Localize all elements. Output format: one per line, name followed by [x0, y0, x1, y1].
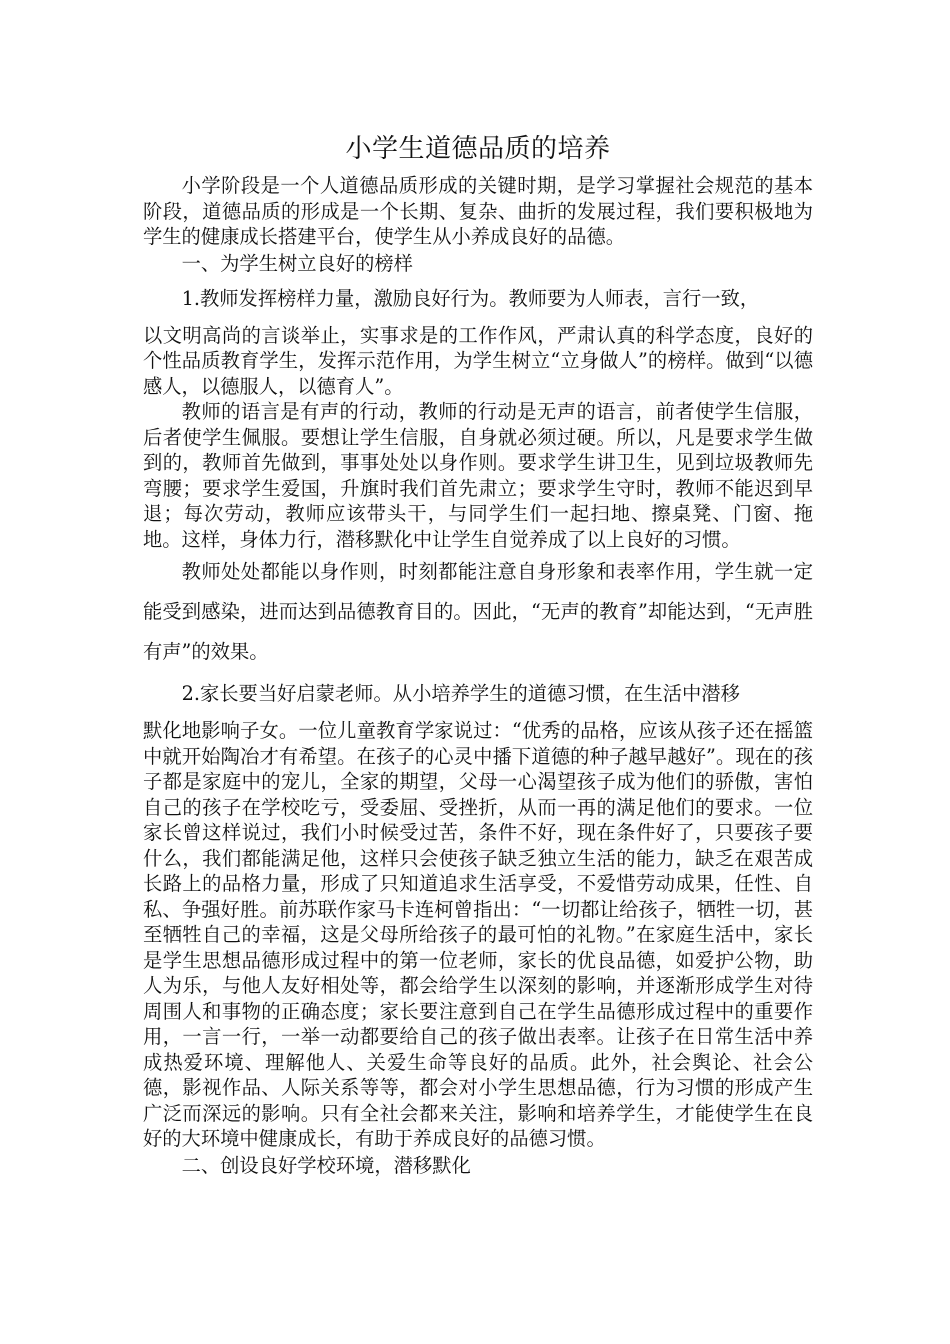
teacher-language-paragraph: 教师的语言是有声的行动，教师的行动是无声的语言，前者使学生信服，后者使学生佩服。要想让学生信服，自身就必须过硬。所以，凡是要求学生做到的，教师首先做到，事事处处以身作则。要求学生讲卫生，见到垃圾教师先弯腰；要求学生爱国，升旗时我们首先肃立；要求学生守时，教师不能迟到早退；每次劳动，教师应该带头干，与同学生们一起扫地、擦桌凳、门窗、拖地。这样，身体力行，潜移默化中让学生自觉养成了以上良好的习惯。: [143, 400, 813, 551]
point-2-lead: 2.家长要当好启蒙老师。从小培养学生的道德习惯，在生活中潜移: [181, 682, 740, 705]
document-page: [143, 128, 813, 1179]
section-heading-2: 二、创设良好学校环境，潜移默化: [181, 1153, 471, 1177]
section-heading-1: 一、为学生树立良好的榜样: [181, 251, 413, 275]
point-1-body: 以文明高尚的言谈举止，实事求是的工作作风，严肃认真的科学态度，良好的个性品质教育学生，发挥示范作用，为学生树立“立身做人”的榜样。做到“以德感人，以德服人，以德育人”。: [143, 323, 813, 398]
point-1-lead: 1.教师发挥榜样力量，激励良好行为。教师要为人师表，言行一致，: [181, 286, 760, 310]
document-title: 小学生道德品质的培养: [345, 134, 611, 164]
teacher-example-paragraph: 教师处处都能以身作则，时刻都能注意自身形象和表率作用，学生就一定能受到感染，进而达到品德教育目的。因此，“无声的教育”却能达到，“无声胜有声”的效果。: [143, 560, 813, 663]
intro-paragraph: 小学阶段是一个人道德品质形成的关键时期，是学习掌握社会规范的基本阶段，道德品质的形成是一个长期、复杂、曲折的发展过程，我们要积极地为学生的健康成长搭建平台，使学生从小养成良好的品德。: [143, 174, 813, 248]
point-2-body: 默化地影响子女。一位儿童教育学家说过：“优秀的品格，应该从孩子还在摇篮中就开始陶冶才有希望。在孩子的心灵中播下道德的种子越早越好”。现在的孩子都是家庭中的宠儿，全家的期望，父母一心渴望孩子成为他们的骄傲，害怕自己的孩子在学校吃亏，受委屈、受挫折，从而一再的满足他们的要求。一位家长曾这样说过，我们小时候受过苦，条件不好，现在条件好了，只要孩子要什么，我们都能满足他，这样只会使孩子缺乏独立生活的能力，缺乏在艰苦成长路上的品格力量，形成了只知道追求生活享受，不爱惜劳动成果，任性、自私、争强好胜。前苏联作家马卡连柯曾指出：“一切都让给孩子，牺牲一切，甚至牺牲自己的幸福，这是父母所给孩子的最可怕的礼物。”在家庭生活中，家长是学生思想品德形成过程中的第一位老师，家长的优良品德，如爱护公物，助人为乐，与他人友好相处等，都会给学生以深刻的影响，并逐渐形成学生对待周围人和事物的正确态度；家长要注意到自己在学生品德形成过程中的重要作用，一言一行，一举一动都要给自己的孩子做出表率。让孩子在日常生活中养成热爱环境、理解他人、关爱生命等良好的品质。此外，社会舆论、社会公德，影视作品、人际关系等等，都会对小学生思想品德，行为习惯的形成产生广泛而深远的影响。只有全社会都来关注，影响和培养学生，才能使学生在良好的大环境中健康成长，有助于养成良好的品德习惯。: [143, 719, 813, 1150]
